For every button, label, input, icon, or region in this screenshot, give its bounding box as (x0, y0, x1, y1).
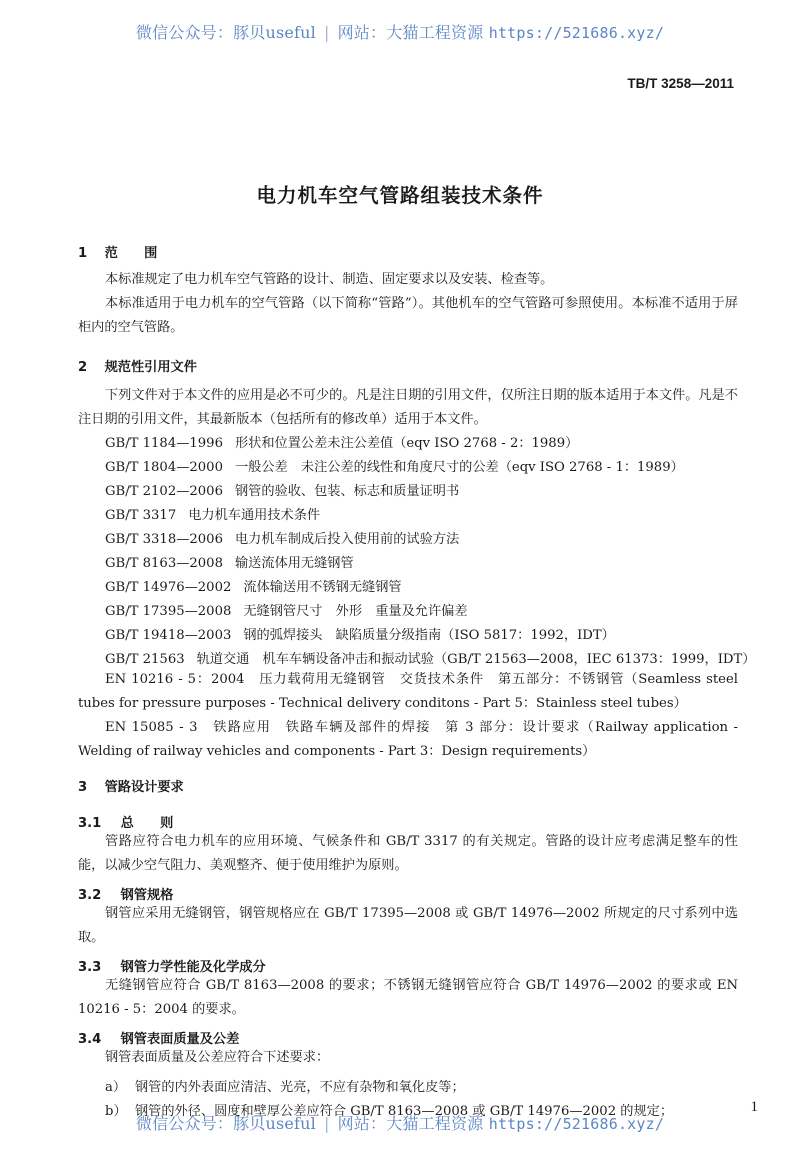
reference-item (105, 576, 402, 595)
document-title: 电力机车空气管路组装技术条件 (256, 184, 544, 207)
reference-item (105, 600, 468, 619)
watermark-wechat: 微信公众号：豚贝useful (135, 23, 317, 42)
section-3-heading (78, 776, 184, 795)
subsection-3-2-text: 钢管应采用无缝钢管，钢管规格应在 GB/T 17395—2008 或 GB/T 14976—2002 所规定的尺寸系列中选取。 (78, 906, 738, 945)
list-item (105, 1076, 465, 1095)
reference-code: GB/T 8163—2008 (105, 556, 223, 571)
reference-title: 流体输送用不锈钢无缝钢管 (243, 580, 402, 595)
reference-title: 钢管的验收、包装、标志和质量证明书 (234, 484, 460, 499)
standard-code: TB/T 3258—2011 (627, 76, 734, 91)
reference-code: GB/T 14976—2002 (105, 580, 232, 595)
watermark-site: 网站：大猫工程资源 (337, 1114, 484, 1133)
subsection-3-1-text: 管路应符合电力机车的应用环境、气候条件和 GB/T 3317 的有关规定。管路的设计应考虑满足整车的性能，以减少空气阻力、美观整齐、便于使用维护为原则。 (78, 834, 738, 873)
reference-code: GB/T 1184—1996 (105, 436, 223, 451)
reference-item (105, 504, 320, 523)
reference-item (105, 528, 459, 547)
section-title: 管路设计要求 (104, 780, 184, 795)
subsection-3-1-heading (78, 812, 173, 831)
reference-code: GB/T 19418—2003 (105, 628, 232, 643)
subsection-title: 钢管表面质量及公差 (120, 1032, 240, 1047)
subsection-3-4-text: 钢管表面质量及公差应符合下述要求： (105, 1050, 330, 1065)
section-1-paragraph: 本标准规定了电力机车空气管路的设计、制造、固定要求以及安装、检查等。 (105, 272, 554, 287)
reference-title: 输送流体用无缝钢管 (234, 556, 354, 571)
subsection-title: 总 则 (120, 816, 174, 831)
reference-title: 钢的弧焊接头 缺陷质量分级指南（ISO 5817：1992，IDT） (243, 628, 615, 643)
reference-item (105, 624, 615, 643)
page-number: 1 (750, 1099, 758, 1115)
reference-code: GB/T 3317 (105, 508, 177, 523)
reference-code: GB/T 2102—2006 (105, 484, 223, 499)
reference-code: GB/T 1804—2000 (105, 460, 223, 475)
subsection-number: 3.3 (78, 960, 102, 975)
reference-code: GB/T 3318—2006 (105, 532, 223, 547)
watermark-site: 网站：大猫工程资源 (337, 23, 484, 42)
section-1-heading (78, 242, 157, 261)
list-text: 钢管的内外表面应清洁、光亮，不应有杂物和氧化皮等； (135, 1080, 465, 1095)
reference-title: 形状和位置公差未注公差值（eqv ISO 2768 - 2：1989） (234, 436, 579, 451)
watermark-separator: | (324, 23, 330, 42)
reference-item-long: EN 10216 - 5：2004 压力载荷用无缝钢管 交货技术条件 第五部分：不锈钢管（Seamless steel tubes for pressure purposes - Technical delivery conditons - Part 5：Stainless steel tubes） (78, 672, 738, 711)
section-number: 3 (78, 780, 88, 795)
subsection-title: 钢管规格 (120, 888, 174, 903)
section-2-heading (78, 356, 197, 375)
reference-item (105, 480, 459, 499)
list-text: 钢管的外径、圆度和壁厚公差应符合 GB/T 8163—2008 或 GB/T 14976—2002 的规定； (135, 1104, 674, 1119)
section-number: 2 (78, 360, 88, 375)
subsection-3-2-heading (78, 884, 173, 903)
reference-title: 一般公差 未注公差的线性和角度尺寸的公差（eqv ISO 2768 - 1：1989） (234, 460, 684, 475)
list-marker: a） (105, 1080, 127, 1095)
reference-item (105, 456, 684, 475)
reference-code: GB/T 21563 (105, 652, 185, 667)
watermark-bottom (0, 1111, 800, 1134)
section-1-paragraph: 本标准适用于电力机车的空气管路（以下简称“管路”）。其他机车的空气管路可参照使用。本标准不适用于屏柜内的空气管路。 (78, 296, 738, 335)
subsection-number: 3.2 (78, 888, 102, 903)
subsection-3-3-heading (78, 956, 266, 975)
section-title: 范 围 (104, 246, 158, 261)
reference-item (105, 432, 578, 451)
subsection-number: 3.1 (78, 816, 102, 831)
reference-title: 无缝钢管尺寸 外形 重量及允许偏差 (243, 604, 468, 619)
section-title: 规范性引用文件 (104, 360, 197, 375)
reference-title: 轨道交通 机车车辆设备冲击和振动试验（GB/T 21563—2008，IEC 61373：1999，IDT） (196, 652, 756, 667)
reference-title: 电力机车通用技术条件 (188, 508, 321, 523)
watermark-wechat: 微信公众号：豚贝useful (135, 1114, 317, 1133)
reference-item-long: EN 15085 - 3 铁路应用 铁路车辆及部件的焊接 第 3 部分：设计要求（Railway application - Welding of railway vehicles and components - Part 3：Design requirements） (78, 720, 738, 759)
watermark-top (0, 20, 800, 43)
list-marker: b） (105, 1104, 127, 1119)
subsection-number: 3.4 (78, 1032, 102, 1047)
reference-code: GB/T 17395—2008 (105, 604, 232, 619)
watermark-url[interactable]: https://521686.xyz/ (488, 24, 665, 42)
subsection-3-4-heading (78, 1028, 239, 1047)
section-2-intro: 下列文件对于本文件的应用是必不可少的。凡是注日期的引用文件，仅所注日期的版本适用于本文件。凡是不注日期的引用文件，其最新版本（包括所有的修改单）适用于本文件。 (78, 388, 738, 427)
watermark-url[interactable]: https://521686.xyz/ (488, 1115, 665, 1133)
reference-item (105, 648, 756, 667)
watermark-separator: | (324, 1114, 330, 1133)
reference-item (105, 552, 354, 571)
subsection-3-3-text: 无缝钢管应符合 GB/T 8163—2008 的要求；不锈钢无缝钢管应符合 GB/T 14976—2002 的要求或 EN 10216 - 5：2004 的要求。 (78, 978, 738, 1017)
subsection-title: 钢管力学性能及化学成分 (120, 960, 266, 975)
reference-title: 电力机车制成后投入使用前的试验方法 (234, 532, 460, 547)
section-number: 1 (78, 246, 88, 261)
